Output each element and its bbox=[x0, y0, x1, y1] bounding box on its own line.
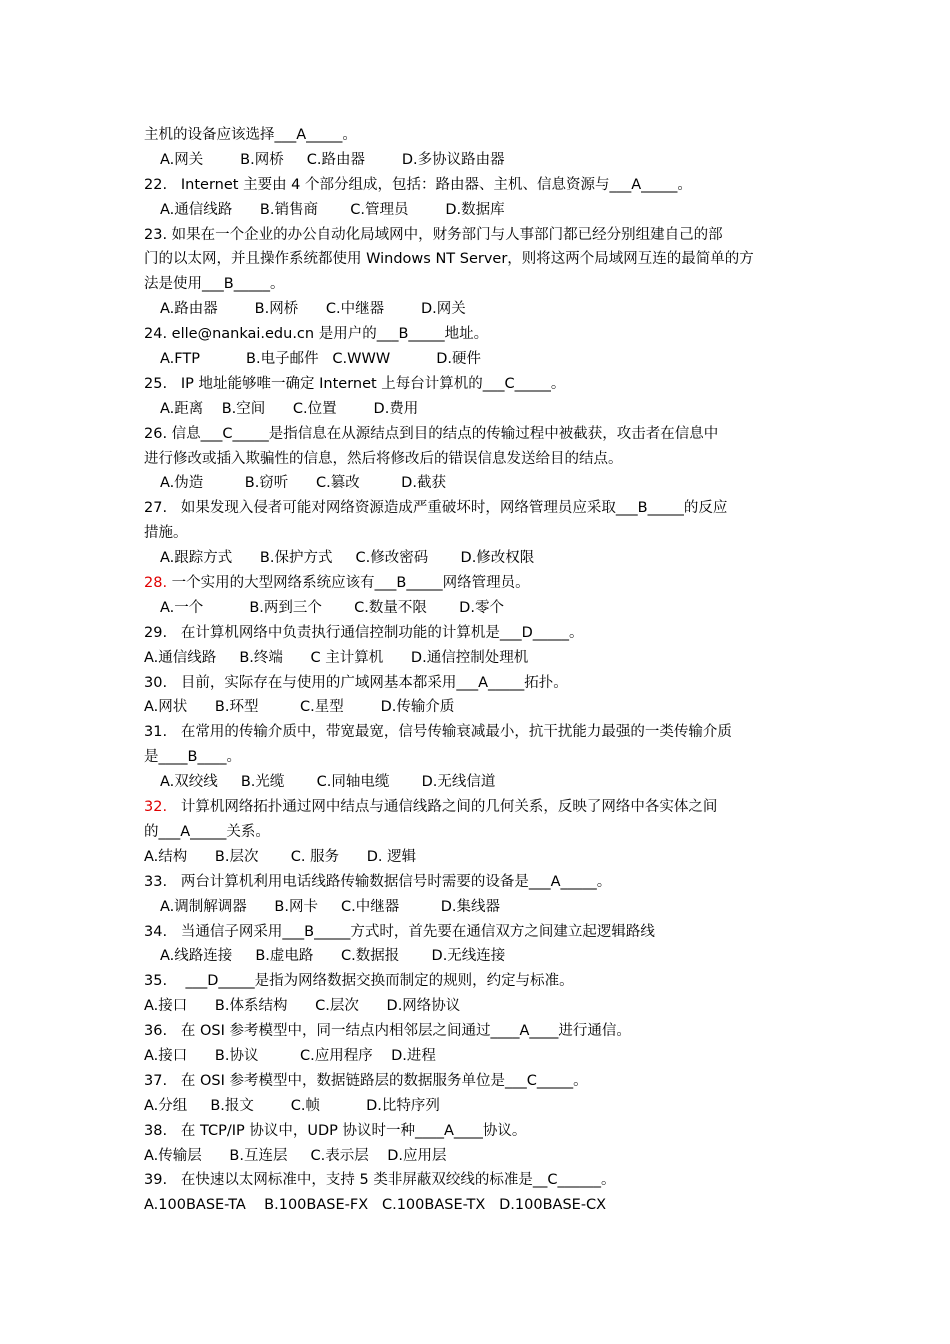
line-text: A.结构 B.层次 C. 服务 D. 逻辑 bbox=[144, 848, 417, 865]
line-text: A.调制解调器 B.网卡 C.中继器 D.集线器 bbox=[160, 898, 501, 915]
answer-options-line bbox=[144, 944, 814, 969]
question-text-line bbox=[144, 671, 814, 696]
line-text: 26. 信息___C_____是指信息在从源结点到目的结点的传输过程中被截获，攻击者在信息中 bbox=[144, 425, 719, 442]
line-text: 主机的设备应该选择___A_____。 bbox=[144, 127, 357, 143]
question-text-line bbox=[144, 621, 814, 646]
answer-options-line bbox=[144, 471, 814, 496]
line-text: 39. 在快速以太网标准中，支持 5 类非屏蔽双绞线的标准是__C______。 bbox=[144, 1172, 616, 1189]
line-text: 36. 在 OSI 参考模型中，同一结点内相邻层之间通过____A____进行通信。 bbox=[144, 1023, 631, 1040]
question-text-line bbox=[144, 994, 814, 1019]
line-text: 一个实用的大型网络系统应该有___B_____网络管理员。 bbox=[167, 575, 530, 592]
line-text: 31. 在常用的传输介质中，带宽最宽，信号传输衰减最小，抗干扰能力最强的一类传输介质 bbox=[144, 724, 732, 741]
line-text: 门的以太网，并且操作系统都使用 Windows NT Server，则将这两个局域网互连的最简单的方 bbox=[144, 251, 754, 268]
line-text: 进行修改或插入欺骗性的信息，然后将修改后的错误信息发送给目的结点。 bbox=[144, 450, 623, 467]
question-text-line bbox=[144, 247, 814, 272]
line-text: A.接口 B.体系结构 C.层次 D.网络协议 bbox=[144, 998, 461, 1015]
line-text: A.双绞线 B.光缆 C.同轴电缆 D.无线信道 bbox=[160, 774, 496, 791]
line-text: A.FTP B.电子邮件 C.WWW D.硬件 bbox=[160, 351, 482, 368]
line-text: A.线路连接 B.虚电路 C.数据报 D.无线连接 bbox=[160, 948, 506, 965]
line-text: 33. 两台计算机利用电话线路传输数据信号时需要的设备是___A_____。 bbox=[144, 873, 612, 890]
answer-options-line bbox=[144, 347, 814, 372]
question-text-line bbox=[144, 1019, 814, 1044]
line-text: A.跟踪方式 B.保护方式 C.修改密码 D.修改权限 bbox=[160, 550, 535, 567]
question-text-line bbox=[144, 969, 814, 994]
question-text-line bbox=[144, 223, 814, 248]
question-text-line bbox=[144, 322, 814, 347]
question-text-line bbox=[144, 1193, 814, 1218]
question-text-line bbox=[144, 720, 814, 745]
line-text: 25. IP 地址能够唯一确定 Internet 上每台计算机的___C_____。 bbox=[144, 375, 566, 392]
line-text: A.传输层 B.互连层 C.表示层 D.应用层 bbox=[144, 1147, 447, 1164]
question-text-line bbox=[144, 870, 814, 895]
question-text-line bbox=[144, 1069, 814, 1094]
line-text: 措施。 bbox=[144, 525, 188, 542]
answer-options-line bbox=[144, 546, 814, 571]
question-text-line bbox=[144, 795, 814, 820]
line-text: A.网关 B.网桥 C.路由器 D.多协议路由器 bbox=[160, 151, 505, 168]
question-text-line bbox=[144, 571, 814, 596]
line-text: A.通信线路 B.销售商 C.管理员 D.数据库 bbox=[160, 201, 505, 218]
line-text: 38. 在 TCP/IP 协议中，UDP 协议时一种____A____协议。 bbox=[144, 1122, 527, 1139]
question-text-line bbox=[144, 1044, 814, 1069]
line-text: A.100BASE-TA B.100BASE-FX C.100BASE-TX D.100BASE-CX bbox=[144, 1197, 607, 1214]
question-number: 32. bbox=[144, 799, 168, 816]
line-text: 34. 当通信子网采用___B_____方式时，首先要在通信双方之间建立起逻辑路线 bbox=[144, 923, 655, 940]
question-text-line bbox=[144, 272, 814, 297]
question-text-line bbox=[144, 173, 814, 198]
question-text-line bbox=[144, 695, 814, 720]
line-text: 27. 如果发现入侵者可能对网络资源造成严重破坏时，网络管理员应采取___B_____的反应 bbox=[144, 500, 728, 517]
line-text: 是____B____。 bbox=[144, 749, 241, 766]
question-text-line bbox=[144, 820, 814, 845]
answer-options-line bbox=[144, 596, 814, 621]
answer-options-line bbox=[144, 895, 814, 920]
question-text-line bbox=[144, 496, 814, 521]
line-text: A.接口 B.协议 C.应用程序 D.进程 bbox=[144, 1047, 436, 1064]
question-text-line bbox=[144, 1119, 814, 1144]
line-text: 37. 在 OSI 参考模型中，数据链路层的数据服务单位是___C_____。 bbox=[144, 1072, 588, 1089]
question-text-line bbox=[144, 845, 814, 870]
line-text: A.通信线路 B.终端 C 主计算机 D.通信控制处理机 bbox=[144, 649, 529, 666]
question-text-line bbox=[144, 123, 814, 148]
line-text: 24. elle@nankai.edu.cn 是用户的___B_____地址。 bbox=[144, 326, 489, 343]
question-text-line bbox=[144, 447, 814, 472]
line-text: A.路由器 B.网桥 C.中继器 D.网关 bbox=[160, 301, 466, 318]
question-text-line bbox=[144, 1168, 814, 1193]
line-text: 35. ___D_____是指为网络数据交换而制定的规则，约定与标准。 bbox=[144, 973, 574, 990]
question-text-line bbox=[144, 646, 814, 671]
question-text-line bbox=[144, 920, 814, 945]
line-text: A.伪造 B.窃听 C.篡改 D.截获 bbox=[160, 475, 446, 492]
line-text: 22. Internet 主要由 4 个部分组成，包括：路由器、主机、信息资源与___A_____。 bbox=[144, 176, 692, 193]
question-list bbox=[144, 123, 814, 1218]
line-text: A.网状 B.环型 C.星型 D.传输介质 bbox=[144, 699, 455, 716]
answer-options-line bbox=[144, 198, 814, 223]
question-text-line bbox=[144, 1144, 814, 1169]
question-text-line bbox=[144, 422, 814, 447]
question-text-line bbox=[144, 1094, 814, 1119]
question-text-line bbox=[144, 372, 814, 397]
question-number: 28. bbox=[144, 575, 168, 592]
question-text-line bbox=[144, 521, 814, 546]
line-text: A.距离 B.空间 C.位置 D.费用 bbox=[160, 400, 419, 417]
answer-options-line bbox=[144, 397, 814, 422]
answer-options-line bbox=[144, 148, 814, 173]
line-text: A.一个 B.两到三个 C.数量不限 D.零个 bbox=[160, 599, 504, 616]
line-text: A.分组 B.报文 C.帧 D.比特序列 bbox=[144, 1097, 440, 1114]
question-text-line bbox=[144, 745, 814, 770]
line-text: 23. 如果在一个企业的办公自动化局域网中，财务部门与人事部门都已经分别组建自己的部 bbox=[144, 226, 723, 243]
line-text: 法是使用___B_____。 bbox=[144, 276, 285, 293]
line-text: 30. 目前，实际存在与使用的广域网基本都采用___A_____拓扑。 bbox=[144, 674, 568, 691]
line-text: 计算机网络拓扑通过网中结点与通信线路之间的几何关系，反映了网络中各实体之间 bbox=[167, 799, 718, 816]
answer-options-line bbox=[144, 770, 814, 795]
line-text: 的___A_____关系。 bbox=[144, 823, 270, 840]
answer-options-line bbox=[144, 297, 814, 322]
line-text: 29. 在计算机网络中负责执行通信控制功能的计算机是___D_____。 bbox=[144, 624, 584, 641]
